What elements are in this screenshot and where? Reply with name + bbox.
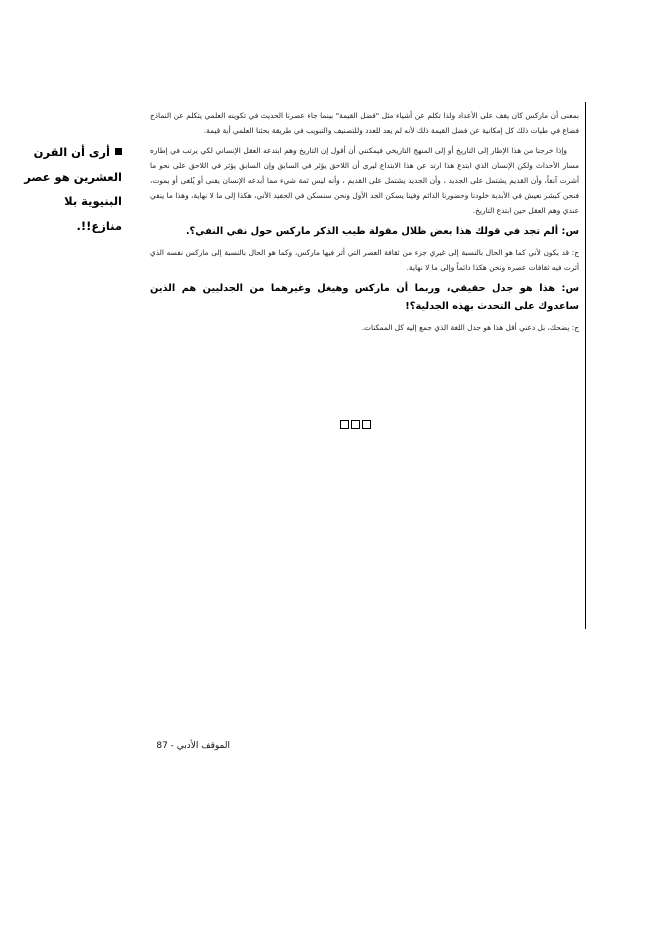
pull-quote xyxy=(22,140,122,238)
square-bullet-icon xyxy=(115,148,122,155)
paragraph: وإذا خرجنا من هذا الإطار إلى التاريخ أو إلى المنهج التاريخي فيمكنني أن أقول إن التاريخ وهم ابتدعه العقل الإنساني لكي يرتب في إطاره مسار الأحداث ولكن الإنسان الذي ابتدع هذا ارتد عن هذا الابتداع ليرى أن اللاحق يؤثر في السابق وإن السابق يؤثر في اللاحق على نحو ما أشرت آنفاً، وأن القديم يشتمل على الجديد ، وأن الجديد يشتمل على القديم ، وأنه ليس ثمة شيء مما أبدعه الإنسان يفنى أو يُلغى أو يموت، فنحن كبشر نعيش في الأبدية خلودنا وحضورنا الدائم وفينا يسكن الجد الأول ونحن سنسكن في الحفيد الآتي، هكذا إلى ما لا نهاية، وهذا ما ينفي عندي وهم العقل حين ابتدع التاريخ. xyxy=(150,146,579,215)
article-body xyxy=(150,108,579,340)
pull-quote-text: أرى أن القرن العشرين هو عصر البنيوية بلا منازع!!. xyxy=(24,145,122,233)
interview-question: س: ألم تجد في قولك هذا بعض ظلال مقولة طيب الذكر ماركس حول نفي النفي؟. xyxy=(185,226,579,237)
paragraph: بمعنى أن ماركس كان يقف على الأعداد ولذا تكلم عن أشياء مثل "فضل القيمة" بينما جاء عصرنا الحديث في تكوينه العلمي يتكلم عن النماذج فضاع في طيات ذلك كل إمكانية عن فضل القيمة ذلك لأنه لم يعد للعدد وللتصنيف والتبويب في طريقة بحثنا العلمي أية قيمة. xyxy=(150,111,579,135)
vertical-divider xyxy=(585,102,586,629)
square-ornament-icon xyxy=(362,420,371,429)
page-footer: الموقف الأدبي - 87 xyxy=(156,741,230,751)
interview-answer: ج: يضحك، بل دعني أقل هذا هو جدل اللغة الذي جمع إليه كل الممكنات. xyxy=(361,323,579,332)
section-end-ornament xyxy=(340,420,376,432)
square-ornament-icon xyxy=(340,420,349,429)
interview-question: س: هذا هو جدل حقيقي، وربما أن ماركس وهيغل وغيرهما من الجدليين هم الذين ساعدوك على التحدث بهذه الجدلية؟! xyxy=(150,283,579,312)
interview-answer: ج: قد يكون لأني كما هو الحال بالنسبة إلى غيري جزء من ثقافة العصر التي أثر فيها ماركس، وكما هو الحال بالنسبة إلى ماركس نفسه الذي أثرت فيه ثقافات عصره ونحن هكذا دائماً وإلى ما لا نهاية. xyxy=(150,248,579,272)
square-ornament-icon xyxy=(351,420,360,429)
